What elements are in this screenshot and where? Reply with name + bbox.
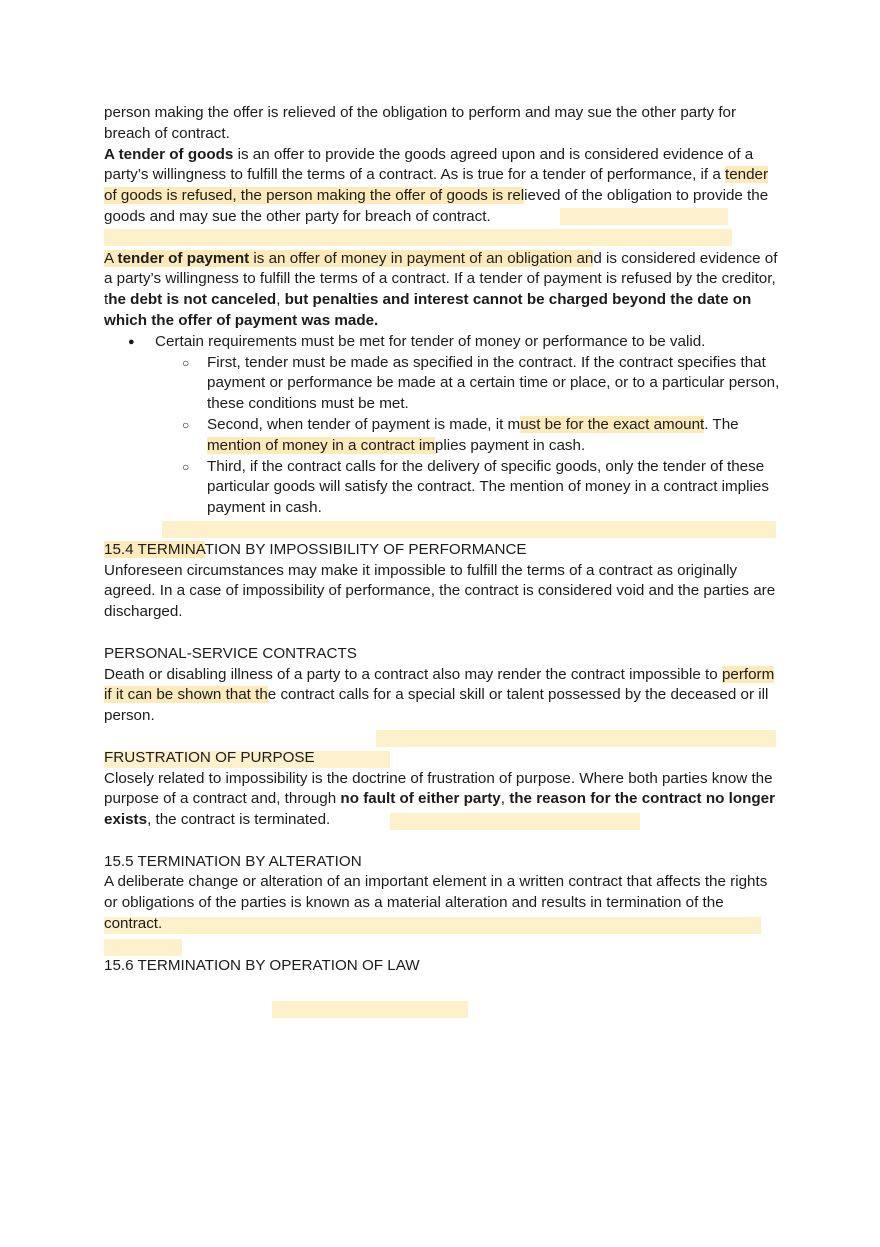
term-tender-of-goods: A tender of goods <box>104 145 234 163</box>
heading-15-4: 15.4 TERMINATION BY IMPOSSIBILITY OF PERFORMANCE <box>104 540 527 558</box>
paragraph-impossibility: Unforeseen circumstances may make it impossible to fulfill the terms of a contract as originally agreed. In a case of impossibility of performance, the contract is considered void and the parties are discharged. <box>104 561 776 621</box>
requirements-sublist <box>155 353 784 519</box>
list-item: ○ Third, if the contract calls for the delivery of specific goods, only the tender of these particular goods will satisfy the contract. The mention of money in a contract implies payment in cash. <box>155 457 784 519</box>
paragraph-frustration: Closely related to impossibility is the doctrine of frustration of purpose. Where both parties know the purpose of a contract and, through no fault of either party, the reason for the contract no longer exists, the contract is terminated. <box>104 769 776 829</box>
heading-frustration: FRUSTRATION OF PURPOSE <box>104 748 315 766</box>
paragraph-tender-of-payment: A tender of payment is an offer of money in payment of an obligation and is considered evidence of a party’s willingness to fulfill the terms of a contract. If a tender of payment is refused by the creditor, the debt is not canceled, but penalties and interest cannot be charged beyond the date on which the offer of payment was made. <box>104 249 778 329</box>
paragraph-personal-service: Death or disabling illness of a party to a contract also may render the contract impossible to perform if it can be shown that the contract calls for a special skill or talent possessed by the deceased or ill person. <box>104 665 775 725</box>
list-item: ○ Second, when tender of payment is made, it must be for the exact amount. The mention of money in a contract implies payment in cash. <box>155 415 784 457</box>
document-body <box>104 103 784 976</box>
highlight-band <box>272 1001 468 1018</box>
list-item: ○ First, tender must be made as specified in the contract. If the contract specifies that payment or performance be made at a certain time or place, or to a particular person, these conditions must be met. <box>155 353 784 415</box>
paragraph-breach: person making the offer is relieved of the obligation to perform and may sue the other party for breach of contract. <box>104 104 737 142</box>
term-tender-of-payment: tender of payment <box>117 249 250 267</box>
requirements-list <box>104 332 784 519</box>
heading-15-6: 15.6 TERMINATION BY OPERATION OF LAW <box>104 956 420 974</box>
paragraph-alteration: A deliberate change or alteration of an important element in a written contract that affects the rights or obligations of the parties is known as a material alteration and results in termination of the contract. <box>104 873 768 933</box>
paragraph-tender-of-goods: A tender of goods is an offer to provide the goods agreed upon and is considered evidence of a party’s willingness to fulfill the terms of a contract. As is true for a tender of performance, if a tender of goods is refused, the person making the offer of goods is relieved of the obligation to provide the goods and may sue the other party for breach of contract. <box>104 145 769 225</box>
heading-personal-service: PERSONAL-SERVICE CONTRACTS <box>104 644 357 662</box>
highlight-goods: tender of goods is refused, the person making the offer of goods is rel <box>104 166 769 205</box>
heading-15-5: 15.5 TERMINATION BY ALTERATION <box>104 852 362 870</box>
list-item: ● Certain requirements must be met for tender of money or performance to be valid. ○ First, tender must be made as specified in the contract. If the contract specifies that payment or performance be made at a certain time or place, or to a particular person, these conditions must be met. ○ Second, when tender of payment is made, it must be for the exact amount. The mention of money in a contract implies payment in cash. ○ Third, if the contract calls for the delivery of specific goods, only the tender of these particular goods will satisfy the contract. The mention of money in a contract implies payment in cash. <box>104 332 784 519</box>
